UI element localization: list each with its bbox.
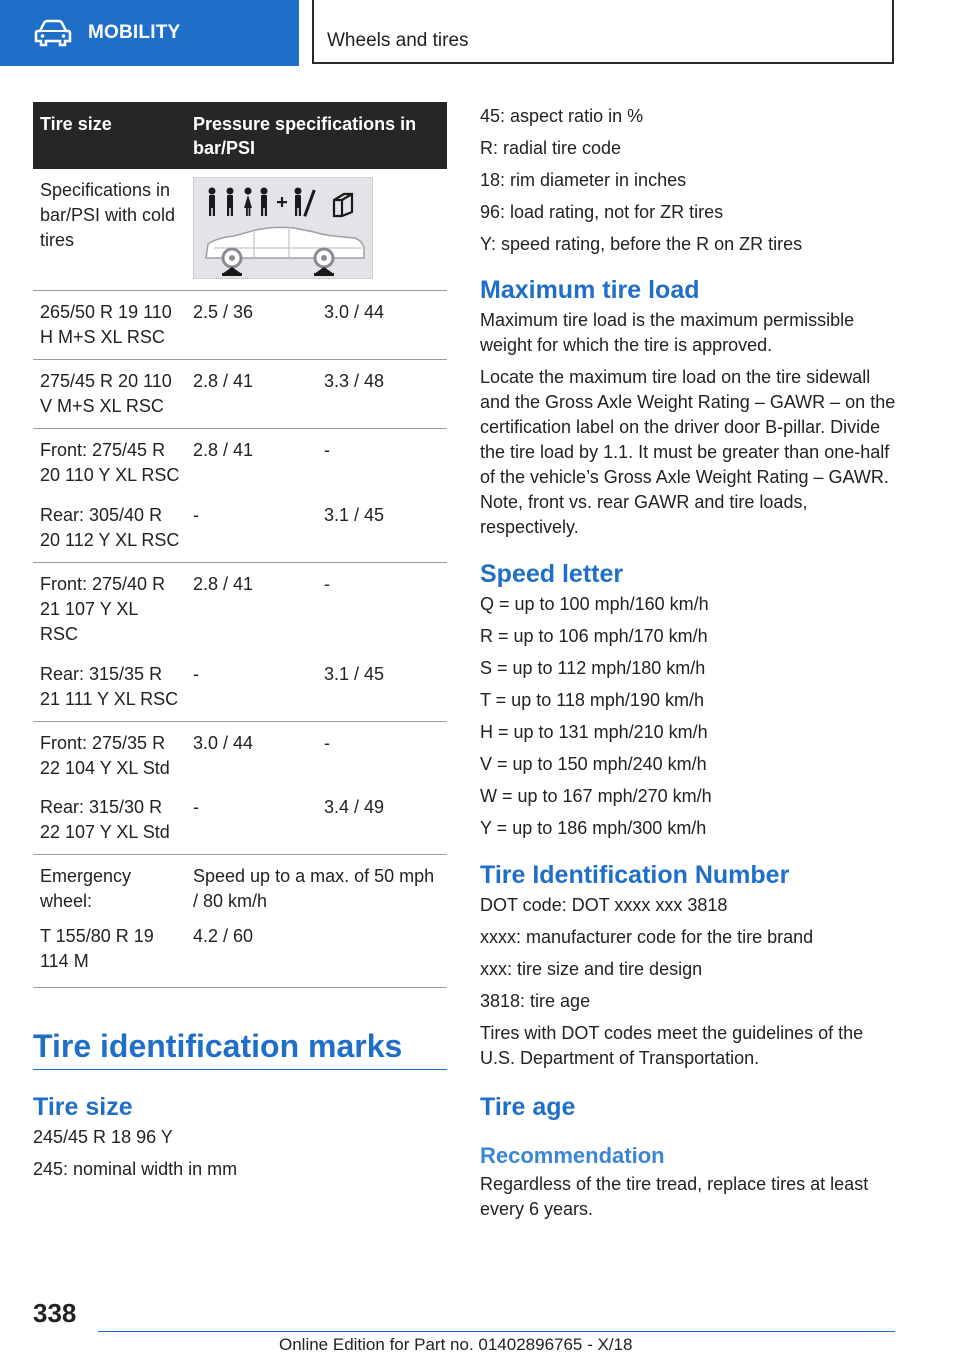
emergency-speed-note: Speed up to a max. of 50 mph / 80 km/h (193, 866, 435, 911)
section-label: MOBILITY (88, 22, 181, 43)
max-load-paragraph: Locate the maximum tire load on the tire sidewall and the Gross Axle Weight Rating – GAWR – on the certification label on the driver door B-pillar. Divide the tire load by 1.1. It must be greater than one-half of the vehicle’s Gross Axle Weight Rating – GAWR. Note, front vs. rear GAWR and tire loads, respectively. (480, 367, 896, 537)
car-icon (34, 19, 72, 47)
subheading-speed-letter: Speed letter (480, 560, 624, 588)
table-header-row (33, 102, 447, 169)
size-line: R: radial tire code (480, 138, 622, 158)
recommendation-paragraph: Regardless of the tire tread, replace tires at least every 6 years. (480, 1174, 869, 1219)
subheading-recommendation: Recommendation (480, 1143, 665, 1168)
subheading-tire-size: Tire size (33, 1093, 133, 1121)
header-tire-size: Tire size (33, 102, 186, 169)
tin-line: DOT code: DOT xxxx xxx 3818 (480, 895, 728, 915)
tin-line: xxxx: manufacturer code for the tire brand (480, 927, 814, 947)
table-row: Front: 275/35 R 22 104 Y XL Std 3.0 / 44 - (40, 733, 330, 778)
right-column (480, 104, 900, 1222)
emergency-tire-size: T 155/80 R 19 114 M (33, 924, 186, 988)
heading-rule (33, 1069, 447, 1070)
tire-pressure-table (33, 102, 447, 988)
table-row (33, 855, 447, 925)
header-pressure: Pressure specifications in bar/PSI (186, 102, 447, 169)
table-row: 275/45 R 20 110 V M+S XL RSC 2.8 / 41 3.3 / 48 (33, 360, 447, 429)
chapter-tab[interactable] (312, 0, 894, 64)
emergency-wheel-label: Emergency wheel: (40, 866, 132, 911)
tire-size-line: 245: nominal width in mm (33, 1159, 238, 1179)
cold-tires-label: Specifications in bar/PSI with cold tires (33, 169, 186, 291)
chapter-title: Wheels and tires (327, 30, 469, 51)
tin-paragraph: Tires with DOT codes meet the guidelines of the U.S. Department of Transportation. (480, 1023, 864, 1068)
subheading-tire-age: Tire age (480, 1093, 576, 1121)
header-section-tab[interactable] (0, 0, 299, 66)
footer-rule (98, 1331, 895, 1332)
tire-marks-section (33, 1028, 447, 1182)
max-load-paragraph: Maximum tire load is the maximum permissible weight for which the tire is approved. (480, 310, 855, 355)
table-row: Front: 275/45 R 20 110 Y XL RSC 2.8 / 41 - (40, 440, 330, 485)
speed-line: T = up to 118 mph/190 km/h (480, 690, 704, 710)
table-row (33, 169, 447, 291)
size-line: 45: aspect ratio in % (480, 106, 644, 126)
speed-line: V = up to 150 mph/240 km/h (480, 754, 707, 774)
tin-line: xxx: tire size and tire design (480, 959, 703, 979)
tin-line: 3818: tire age (480, 991, 591, 1011)
speed-line: H = up to 131 mph/210 km/h (480, 722, 708, 742)
left-column (33, 102, 447, 1182)
size-line: Y: speed rating, before the R on ZR tires (480, 234, 803, 254)
edition-text: Online Edition for Part no. 01402896765 - X/18 (279, 1335, 633, 1354)
section-heading: Tire identification marks (33, 1028, 403, 1064)
vehicle-load-diagram (193, 177, 373, 279)
speed-line: Y = up to 186 mph/300 km/h (480, 818, 707, 838)
size-line: 96: load rating, not for ZR tires (480, 202, 724, 222)
subheading-max-load: Maximum tire load (480, 276, 700, 304)
table-row: Rear: 315/30 R 22 107 Y XL Std - 3.4 / 49 (33, 795, 447, 855)
subheading-tin: Tire Identification Number (480, 861, 790, 889)
tire-size-example: 245/45 R 18 96 Y (33, 1127, 173, 1147)
speed-line: S = up to 112 mph/180 km/h (480, 658, 706, 678)
speed-line: Q = up to 100 mph/160 km/h (480, 594, 709, 614)
speed-line: W = up to 167 mph/270 km/h (480, 786, 712, 806)
table-row: Rear: 305/40 R 20 112 Y XL RSC - 3.1 / 45 (33, 503, 447, 563)
table-row: Front: 275/40 R 21 107 Y XL RSC 2.8 / 41 - (40, 574, 330, 644)
emergency-pressure: 4.2 / 60 (186, 924, 447, 988)
table-row (33, 924, 447, 988)
page-number: 338 (33, 1298, 77, 1328)
speed-line: R = up to 106 mph/170 km/h (480, 626, 708, 646)
table-row: 265/50 R 19 110 H M+S XL RSC 2.5 / 36 3.0 / 44 (33, 291, 447, 360)
size-line: 18: rim diameter in inches (480, 170, 687, 190)
table-row: Rear: 315/35 R 21 111 Y XL RSC - 3.1 / 45 (33, 662, 447, 722)
